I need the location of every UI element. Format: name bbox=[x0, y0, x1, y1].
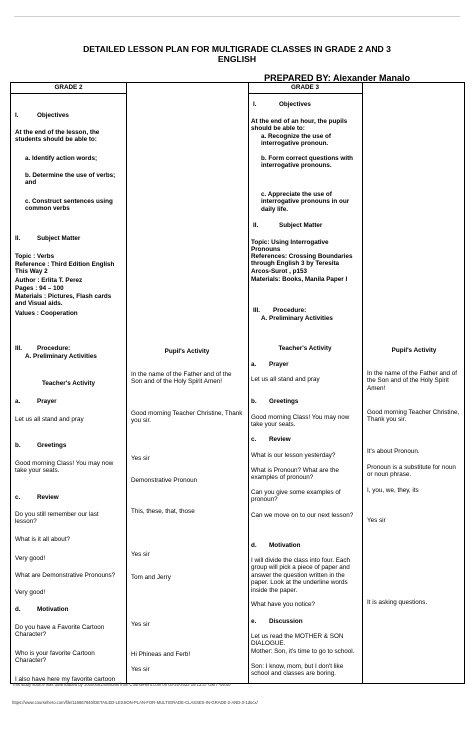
grade2-pages: Pages : 94 – 100 bbox=[15, 285, 64, 292]
grade3-objectives-title: Objectives bbox=[279, 101, 311, 108]
grade2-teacher-review-1: Do you still remember our last lesson? bbox=[15, 511, 99, 526]
grade3-pupil-motivation-1: It is asking questions. bbox=[367, 599, 428, 606]
grade2-topic: Topic : Verbs bbox=[15, 253, 55, 260]
download-notice: This study source was downloaded by 100000814069398 from CourseHero.com on 03-25-2022 19:13:37 GMT -05:00 bbox=[12, 682, 231, 687]
grade3-objective-c: c. Appreciate the use of interrogative pronouns in our daily life. bbox=[261, 191, 350, 213]
grade3-pupil-review-3: I, you, we, they, its bbox=[367, 487, 419, 494]
grade2-pupil-review-1: Yes sir bbox=[131, 455, 150, 462]
prepared-by: PREPARED BY: Alexander Manalo bbox=[264, 73, 410, 83]
grade2-pupil-review-2: Demonstrative Pronoun bbox=[131, 477, 198, 484]
grade2-procedure-title: Procedure: bbox=[37, 345, 71, 352]
document-subject: ENGLISH bbox=[217, 54, 257, 64]
grade2-teacher-greetings: Good morning Class! You may now take your seats. bbox=[15, 460, 114, 475]
grade2-subject-matter-number: II. bbox=[15, 235, 21, 242]
column-divider bbox=[248, 83, 249, 683]
grade2-teacher-motivation-3: I also have here my favorite cartoon bbox=[15, 676, 116, 683]
grade2-preliminary-activities: A. Preliminary Activities bbox=[25, 353, 97, 360]
grade2-teacher-prayer: Let us all stand and pray bbox=[15, 416, 84, 423]
grade2-pupil-review-3: This, these, that, those bbox=[131, 508, 195, 515]
grade2-review-title: Review bbox=[37, 494, 59, 501]
grade2-pupil-review-5: Tom and Jerry bbox=[131, 574, 171, 581]
grade3-teacher-motivation-2: What have you notice? bbox=[251, 601, 316, 608]
column-divider bbox=[362, 83, 363, 683]
grade2-pupil-prayer: In the name of the Father and of the Son and of the Holy Spirit Amen! bbox=[131, 371, 232, 386]
grade2-author: Author : Erlita T. Perez bbox=[15, 277, 83, 284]
grade3-teacher-motivation-1: I will divide the class into four. Each group will pick a piece of paper and answer the question written in the paper. Look at the underline words inside the paper. bbox=[251, 557, 351, 594]
column-divider bbox=[126, 83, 127, 683]
grade3-pupil-review-4: Yes sir bbox=[367, 517, 386, 524]
grade2-heading: GRADE 2 bbox=[54, 84, 83, 91]
grade2-pupil-greetings: Good morning Teacher Christine, Thank you sir. bbox=[131, 410, 243, 425]
grade3-references: References: Crossing Boundaries through English 3 by Teresita Arcos-Surot , p153 bbox=[251, 253, 353, 275]
grade3-preliminary-activities: A. Preliminary Activities bbox=[261, 315, 333, 322]
grade3-greetings-title: Greetings bbox=[269, 398, 299, 405]
grade3-pupil-greetings: Good morning Teacher Christine, Thank you sir. bbox=[367, 409, 460, 424]
grade3-teacher-review-3: Can you give some examples of pronoun? bbox=[251, 489, 341, 504]
grade3-objective-a: a. Recognize the use of interrogative pronoun. bbox=[261, 133, 331, 148]
grade2-teacher-review-2: What is it all about? bbox=[15, 536, 70, 543]
grade3-motivation-label: d. bbox=[251, 542, 257, 549]
grade2-teacher-review-4: What are Demonstrative Pronouns? bbox=[15, 572, 116, 579]
grade2-teacher-review-3: Very good! bbox=[15, 555, 46, 562]
grade3-discussion-title: Discussion bbox=[269, 618, 303, 625]
grade2-motivation-title: Motivation bbox=[37, 606, 69, 613]
grade3-greetings-label: b. bbox=[251, 398, 257, 405]
grade3-topic: Topic: Using Interrogative Pronouns bbox=[251, 239, 329, 254]
grade3-review-title: Review bbox=[269, 436, 291, 443]
grade2-review-label: c. bbox=[15, 494, 21, 501]
grade3-teacher-discussion-2: Mother: Son, it's time to go to school. bbox=[251, 648, 355, 655]
grade2-teacher-heading: Teacher's Activity bbox=[42, 380, 95, 387]
grade3-subject-matter-number: II. bbox=[253, 222, 259, 229]
grade2-pupil-motivation-3: Yes sir bbox=[131, 666, 150, 673]
grade3-procedure-number: III. bbox=[253, 307, 260, 314]
grade3-teacher-greetings: Good morning Class! You may now take your seats. bbox=[251, 414, 350, 429]
grade3-materials: Materials: Books, Manila Paper I bbox=[251, 276, 348, 283]
grade2-teacher-motivation-2: Who is your favorite Cartoon Character? bbox=[15, 650, 95, 665]
grade3-teacher-prayer: Let us all stand and pray bbox=[251, 376, 320, 383]
grade2-motivation-label: d. bbox=[15, 606, 21, 613]
document-title: DETAILED LESSON PLAN FOR MULTIGRADE CLASSES IN GRADE 2 AND 3 bbox=[83, 44, 391, 54]
grade2-reference: Reference : Third Edition English This Way 2 bbox=[15, 261, 115, 276]
grade3-prayer-label: a. bbox=[251, 361, 257, 368]
row-divider bbox=[248, 93, 362, 94]
grade3-teacher-heading: Teacher's Activity bbox=[278, 345, 332, 352]
grade3-pupil-review-1: It's about Pronoun. bbox=[367, 448, 420, 455]
grade2-subject-matter-title: Subject Matter bbox=[37, 235, 81, 242]
grade3-prayer-title: Prayer bbox=[269, 361, 289, 368]
grade2-teacher-motivation-1: Do you have a Favorite Cartoon Character? bbox=[15, 624, 105, 639]
grade2-objectives-title: Objectives bbox=[37, 112, 69, 119]
grade2-prayer-title: Prayer bbox=[37, 398, 57, 405]
grade3-pupil-prayer: In the name of the Father and of the Son and of the Holy Spirit Amen! bbox=[367, 370, 457, 392]
lesson-plan-table bbox=[10, 82, 465, 684]
grade2-objective-b: b. Determine the use of verbs; and bbox=[25, 172, 116, 187]
grade2-values: Values : Cooperation bbox=[15, 310, 78, 317]
grade3-objective-b: b. Form correct questions with interrogative pronouns. bbox=[261, 155, 354, 170]
page-top-rule bbox=[14, 16, 460, 17]
source-url[interactable]: https://www.coursehero.com/file/116667840/DETAILED-LESSON-PLAN-FOR-MULTIGRADE-CLASSES-IN-GRADE-2-AND-3-1docx/ bbox=[12, 700, 258, 705]
grade3-teacher-discussion-3: Son: I know, mom, but I don't like school and classes are boring. bbox=[251, 663, 344, 678]
grade3-subject-matter-title: Subject Matter bbox=[279, 222, 323, 229]
grade2-pupil-heading: Pupil's Activity bbox=[164, 348, 210, 355]
grade2-teacher-review-5: Very good! bbox=[15, 589, 46, 596]
grade3-procedure-title: Procedure: bbox=[273, 307, 307, 314]
grade3-objectives-number: I. bbox=[253, 101, 257, 108]
grade3-review-label: c. bbox=[251, 436, 257, 443]
grade3-motivation-title: Motivation bbox=[269, 542, 301, 549]
grade2-objectives-intro: At the end of the lesson, the students should be able to: bbox=[15, 129, 100, 144]
grade2-objective-c: c. Construct sentences using common verbs bbox=[25, 198, 113, 213]
grade2-greetings-title: Greetings bbox=[37, 442, 67, 449]
grade2-objectives-number: I. bbox=[15, 112, 19, 119]
grade3-teacher-review-2: What is Pronoun? What are the examples of pronoun? bbox=[251, 467, 339, 482]
grade2-pupil-motivation-2: Hi Phineas and Ferb! bbox=[131, 651, 191, 658]
grade2-materials: Materials : Pictures, Flash cards and Visual aids. bbox=[15, 293, 112, 308]
grade3-objectives-intro: At the end of an hour, the pupils should be able to: bbox=[251, 118, 348, 133]
grade2-pupil-motivation-1: Yes sir bbox=[131, 621, 150, 628]
grade2-greetings-label: b. bbox=[15, 442, 21, 449]
grade3-teacher-review-4: Can we move on to our next lesson? bbox=[251, 512, 354, 519]
grade2-pupil-review-4: Yes sir bbox=[131, 551, 150, 558]
grade3-pupil-heading: Pupil's Activity bbox=[391, 347, 437, 354]
grade3-discussion-label: e. bbox=[251, 618, 257, 625]
grade3-pupil-review-2: Pronoun is a substitute for noun or noun phrase. bbox=[367, 464, 456, 479]
grade2-procedure-number: III. bbox=[15, 345, 22, 352]
row-divider bbox=[11, 93, 126, 94]
grade3-teacher-discussion-1: Let us read the MOTHER & SON DIALOGUE. bbox=[251, 633, 344, 648]
grade2-prayer-label: a. bbox=[15, 398, 21, 405]
grade3-heading: GRADE 3 bbox=[291, 84, 319, 91]
grade3-teacher-review-1: What is our lesson yesterday? bbox=[251, 452, 336, 459]
grade2-objective-a: a. Identify action words; bbox=[25, 155, 98, 162]
